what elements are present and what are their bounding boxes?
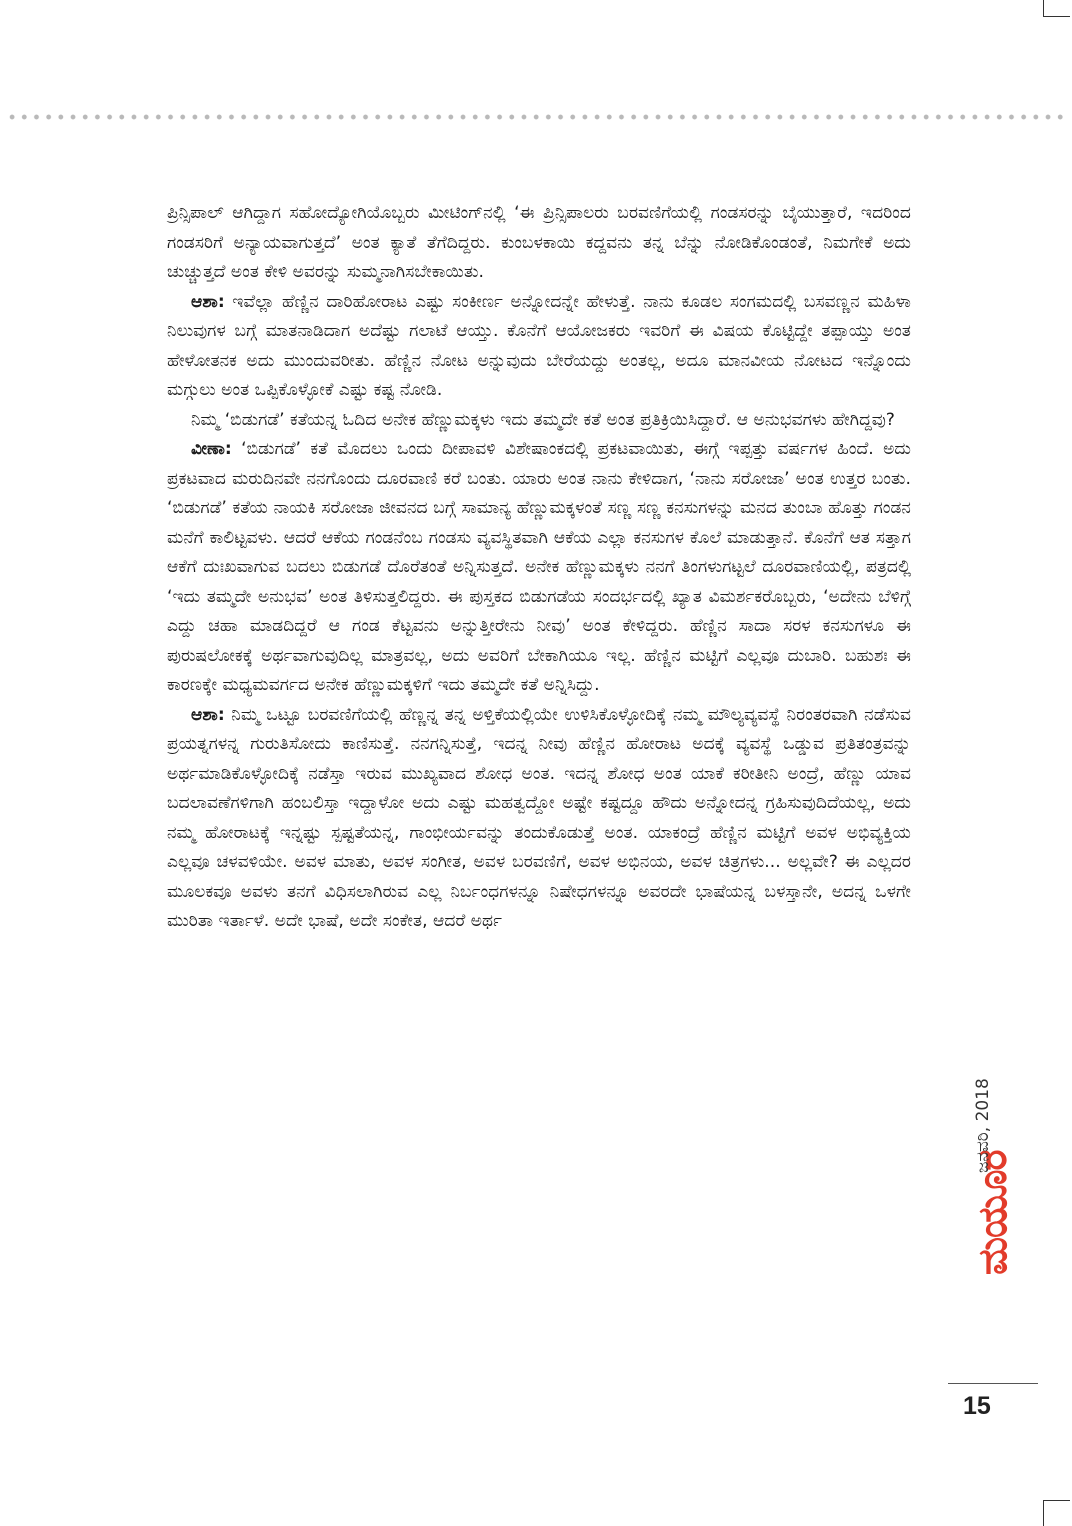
paragraph-5: [167, 701, 911, 937]
crop-mark-top: [1043, 0, 1070, 17]
speaker-label: ವೀಣಾ:: [191, 439, 232, 459]
magazine-logo: ಮಯೂರ: [970, 1150, 1016, 1275]
article-body: [167, 199, 911, 937]
page-number: 15: [963, 1392, 991, 1420]
paragraph-3-question: ನಿಮ್ಮ ‘ಬಿಡುಗಡೆ’ ಕತೆಯನ್ನ ಓದಿದ ಅನೇಕ ಹೆಣ್ಣುಮಕ್ಕಳು ಇದು ತಮ್ಮದೇ ಕತೆ ಅಂತ ಪ್ರತಿಕ್ರಿಯಿಸಿದ್ದಾರೆ. ಆ ಅನುಭವಗಳು ಹೇಗಿದ್ದವು?: [191, 409, 895, 430]
paragraph-1: ಪ್ರಿನ್ಸಿಪಾಲ್ ಆಗಿದ್ದಾಗ ಸಹೋದ್ಯೋಗಿಯೊಬ್ಬರು ಮೀಟಿಂಗ್‌ನಲ್ಲಿ ‘ಈ ಪ್ರಿನ್ಸಿಪಾಲರು ಬರವಣಿಗೆಯಲ್ಲಿ ಗಂಡಸರನ್ನು ಬೈಯುತ್ತಾರೆ, ಇದರಿಂದ ಗಂಡಸರಿಗೆ ಅನ್ಯಾಯವಾಗುತ್ತದೆ’ ಅಂತ ಕ್ಯಾತೆ ತೆಗೆದಿದ್ದರು. ಕುಂಬಳಕಾಯಿ ಕದ್ದವನು ತನ್ನ ಬೆನ್ನು ನೋಡಿಕೊಂಡಂತೆ, ನಿಮಗೇಕೆ ಅದು ಚುಚ್ಚುತ್ತದೆ ಅಂತ ಕೇಳಿ ಅವರನ್ನು ಸುಮ್ಮನಾಗಿಸಬೇಕಾಯಿತು.: [167, 203, 911, 282]
issue-date: ಜನವರಿ, 2018: [973, 1078, 993, 1173]
footer-rule: [948, 1383, 1038, 1384]
paragraph-2: [167, 288, 911, 406]
paragraph-4: [167, 435, 911, 701]
dotted-divider: [6, 113, 1066, 121]
paragraph-text: ನಿಮ್ಮ ಒಟ್ಟೂ ಬರವಣಿಗೆಯಲ್ಲಿ ಹೆಣ್ಣನ್ನ ತನ್ನ ಅಳ್ತಿಕೆಯಲ್ಲಿಯೇ ಉಳಿಸಿಕೊಳ್ಳೋದಿಕ್ಕೆ ನಮ್ಮ ಮೌಲ್ಯವ್ಯವಸ್ಥೆ ನಿರಂತರವಾಗಿ ನಡೆಸುವ ಪ್ರಯತ್ನಗಳನ್ನ ಗುರುತಿಸೋದು ಕಾಣಿಸುತ್ತೆ. ನನಗನ್ನಿಸುತ್ತೆ, ಇದನ್ನ ನೀವು ಹೆಣ್ಣಿನ ಹೋರಾಟ ಅದಕ್ಕೆ ವ್ಯವಸ್ಥೆ ಒಡ್ಡುವ ಪ್ರತಿತಂತ್ರವನ್ನು ಅರ್ಥಮಾಡಿಕೊಳ್ಳೋದಿಕ್ಕೆ ನಡೆಸ್ತಾ ಇರುವ ಮುಖ್ಯವಾದ ಶೋಧ ಅಂತ. ಇದನ್ನ ಶೋಧ ಅಂತ ಯಾಕೆ ಕರೀತೀನಿ ಅಂದ್ರೆ, ಹೆಣ್ಣು ಯಾವ ಬದಲಾವಣೆಗಳಿಗಾಗಿ ಹಂಬಲಿಸ್ತಾ ಇದ್ದಾಳೋ ಅದು ಎಷ್ಟು ಮಹತ್ವದ್ದೋ ಅಷ್ಟೇ ಕಷ್ಟದ್ದೂ ಹೌದು ಅನ್ನೋದನ್ನ ಗ್ರಹಿಸುವುದಿದೆಯಲ್ಲ, ಅದು ನಮ್ಮ ಹೋರಾಟಕ್ಕೆ ಇನ್ನಷ್ಟು ಸ್ಪಷ್ಟತೆಯನ್ನ, ಗಾಂಭೀರ್ಯವನ್ನು ತಂದುಕೊಡುತ್ತೆ ಅಂತ. ಯಾಕಂದ್ರೆ ಹೆಣ್ಣಿನ ಮಟ್ಟಿಗೆ ಅವಳ ಅಭಿವ್ಯಕ್ತಿಯ ಎಲ್ಲವೂ ಚಳವಳಿಯೇ. ಅವಳ ಮಾತು, ಅವಳ ಸಂಗೀತ, ಅವಳ ಬರವಣಿಗೆ, ಅವಳ ಅಭಿನಯ, ಅವಳ ಚಿತ್ರಗಳು... ಅಲ್ಲವೇ? ಈ ಎಲ್ಲದರ ಮೂಲಕವೂ ಅವಳು ತನಗೆ ವಿಧಿಸಲಾಗಿರುವ ಎಲ್ಲ ನಿರ್ಬಂಧಗಳನ್ನೂ ನಿಷೇಧಗಳನ್ನೂ ಅವರದೇ ಭಾಷೆಯನ್ನ ಬಳಸ್ತಾನೇ, ಅದನ್ನ ಒಳಗೇ ಮುರಿತಾ ಇರ್ತಾಳೆ. ಅದೇ ಭಾಷೆ, ಅದೇ ಸಂಕೇತ, ಆದರೆ ಅರ್ಥ: [167, 704, 911, 931]
crop-mark-bottom: [1043, 1500, 1070, 1526]
speaker-label: ಆಶಾ:: [191, 704, 225, 725]
paragraph-text: ಇವೆಲ್ಲಾ ಹೆಣ್ಣಿನ ದಾರಿಹೋರಾಟ ಎಷ್ಟು ಸಂಕೀರ್ಣ ಅನ್ನೋದನ್ನೇ ಹೇಳುತ್ತೆ. ನಾನು ಕೂಡಲ ಸಂಗಮದಲ್ಲಿ ಬಸವಣ್ಣನ ಮಹಿಳಾ ನಿಲುವುಗಳ ಬಗ್ಗೆ ಮಾತನಾಡಿದಾಗ ಅದೆಷ್ಟು ಗಲಾಟೆ ಆಯ್ತು. ಕೊನೆಗೆ ಆಯೋಜಕರು ಇವರಿಗೆ ಈ ವಿಷಯ ಕೊಟ್ಟಿದ್ದೇ ತಪ್ಪಾಯ್ತು ಅಂತ ಹೇಳೋತನಕ ಅದು ಮುಂದುವರೀತು. ಹೆಣ್ಣಿನ ನೋಟ ಅನ್ನುವುದು ಬೇರೆಯದ್ದು ಅಂತಲ್ಲ, ಅದೂ ಮಾನವೀಯ ನೋಟದ ಇನ್ನೊಂದು ಮಗ್ಗುಲು ಅಂತ ಒಪ್ಪಿಕೊಳ್ಳೋಕೆ ಎಷ್ಟು ಕಷ್ಟ ನೋಡಿ.: [167, 291, 911, 400]
magazine-footer-side: [950, 1078, 1040, 1385]
paragraph-text: ‘ಬಿಡುಗಡೆ’ ಕತೆ ಮೊದಲು ಒಂದು ದೀಪಾವಳಿ ವಿಶೇಷಾಂಕದಲ್ಲಿ ಪ್ರಕಟವಾಯಿತು, ಈಗ್ಗೆ ಇಪ್ಪತ್ತು ವರ್ಷಗಳ ಹಿಂದೆ. ಅದು ಪ್ರಕಟವಾದ ಮರುದಿನವೇ ನನಗೊಂದು ದೂರವಾಣಿ ಕರೆ ಬಂತು. ಯಾರು ಅಂತ ನಾನು ಕೇಳಿದಾಗ, ‘ನಾನು ಸರೋಜಾ’ ಅಂತ ಉತ್ತರ ಬಂತು. ‘ಬಿಡುಗಡೆ’ ಕತೆಯ ನಾಯಕಿ ಸರೋಜಾ ಜೀವನದ ಬಗ್ಗೆ ಸಾಮಾನ್ಯ ಹೆಣ್ಣುಮಕ್ಕಳಂತೆ ಸಣ್ಣ ಸಣ್ಣ ಕನಸುಗಳನ್ನು ಮನದ ತುಂಬಾ ಹೊತ್ತು ಗಂಡನ ಮನೆಗೆ ಕಾಲಿಟ್ಟವಳು. ಆದರೆ ಆಕೆಯ ಗಂಡನೆಂಬ ಗಂಡಸು ವ್ಯವಸ್ಥಿತವಾಗಿ ಆಕೆಯ ಎಲ್ಲಾ ಕನಸುಗಳ ಕೊಲೆ ಮಾಡುತ್ತಾನೆ. ಕೊನೆಗೆ ಆತ ಸತ್ತಾಗ ಆಕೆಗೆ ದುಃಖವಾಗುವ ಬದಲು ಬಿಡುಗಡೆ ದೊರೆತಂತೆ ಅನ್ನಿಸುತ್ತದೆ. ಅನೇಕ ಹೆಣ್ಣುಮಕ್ಕಳು ನನಗೆ ತಿಂಗಳುಗಟ್ಟಲೆ ದೂರವಾಣಿಯಲ್ಲಿ, ಪತ್ರದಲ್ಲಿ ‘ಇದು ತಮ್ಮದೇ ಅನುಭವ’ ಅಂತ ತಿಳಿಸುತ್ತಲಿದ್ದರು. ಈ ಪುಸ್ತಕದ ಬಿಡುಗಡೆಯ ಸಂದರ್ಭದಲ್ಲಿ ಖ್ಯಾತ ವಿಮರ್ಶಕರೊಬ್ಬರು, ‘ಅದೇನು ಬೆಳಿಗ್ಗೆ ಎದ್ದು ಚಹಾ ಮಾಡದಿದ್ದರೆ ಆ ಗಂಡ ಕೆಟ್ಟವನು ಅನ್ನುತ್ತೀರೇನು ನೀವು’ ಅಂತ ಕೇಳಿದ್ದರು. ಹೆಣ್ಣಿನ ಸಾದಾ ಸರಳ ಕನಸುಗಳೂ ಈ ಪುರುಷಲೋಕಕ್ಕೆ ಅರ್ಥವಾಗುವುದಿಲ್ಲ ಮಾತ್ರವಲ್ಲ, ಅದು ಅವರಿಗೆ ಬೇಕಾಗಿಯೂ ಇಲ್ಲ. ಹೆಣ್ಣಿನ ಮಟ್ಟಿಗೆ ಎಲ್ಲವೂ ದುಬಾರಿ. ಬಹುಶಃ ಈ ಕಾರಣಕ್ಕೇ ಮಧ್ಯಮವರ್ಗದ ಅನೇಕ ಹೆಣ್ಣುಮಕ್ಕಳಿಗೆ ಇದು ತಮ್ಮದೇ ಕತೆ ಅನ್ನಿಸಿದ್ದು.: [167, 439, 911, 695]
speaker-label: ಆಶಾ:: [191, 291, 225, 312]
